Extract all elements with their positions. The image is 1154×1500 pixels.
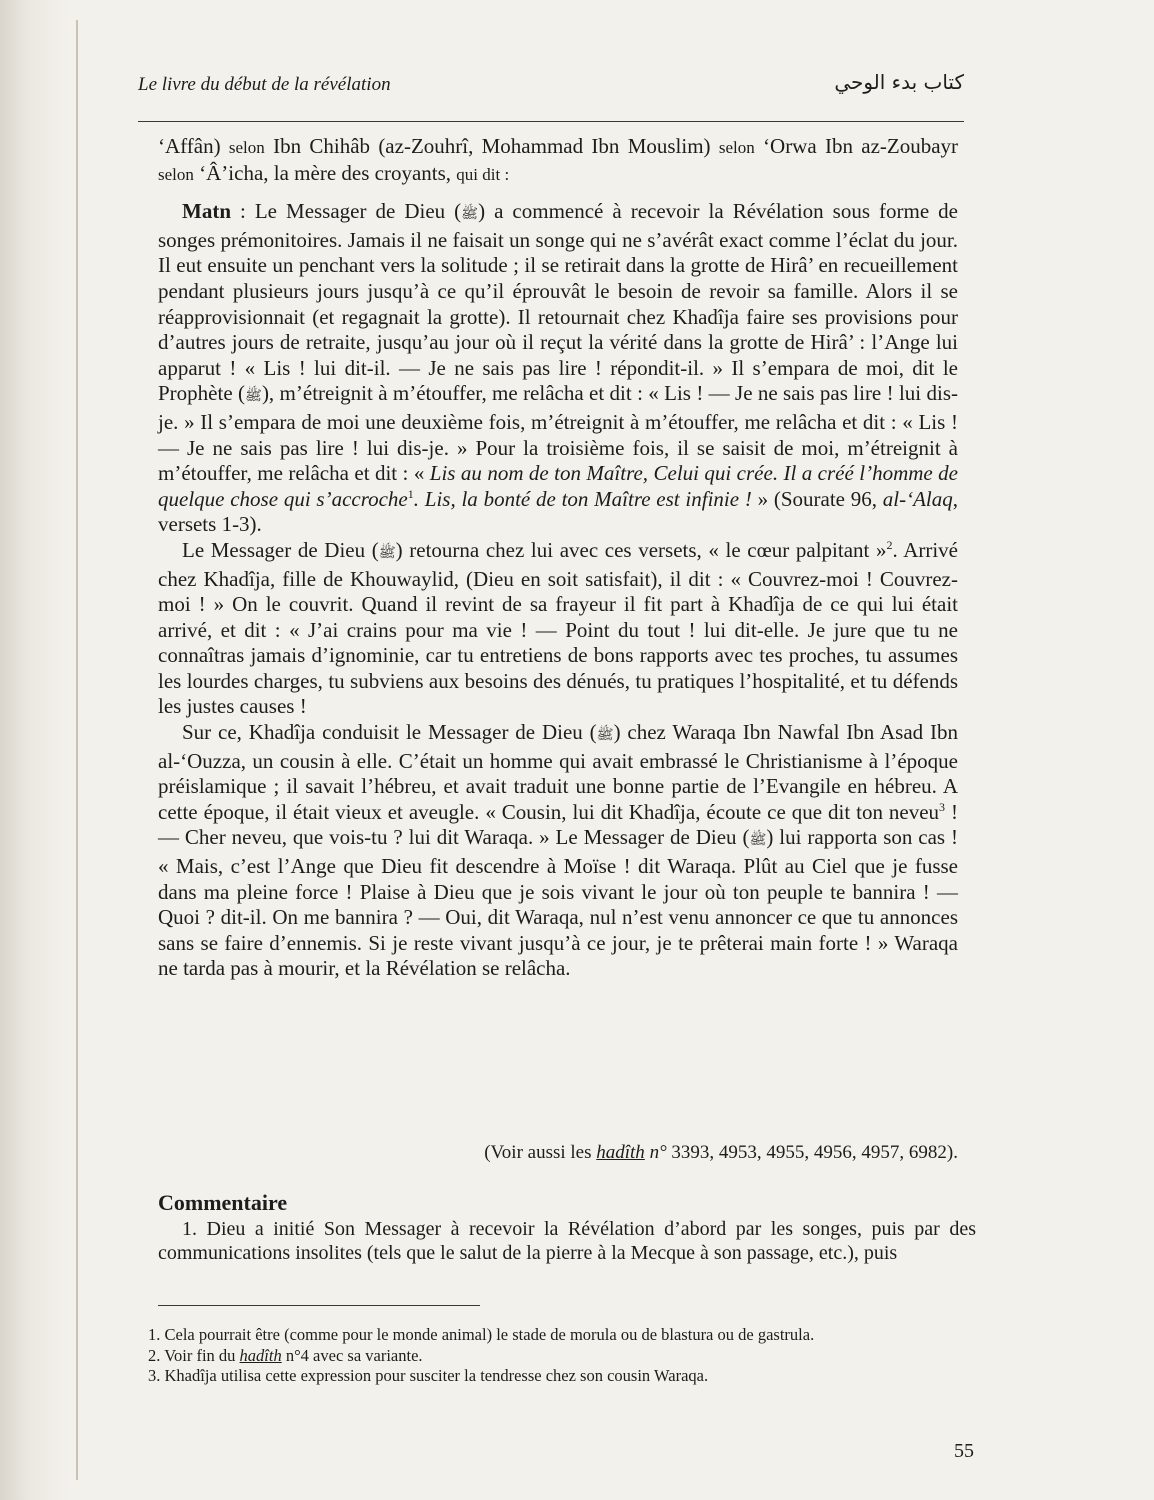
isnad-paragraph [158,134,958,187]
salutation-symbol: ﷺ [378,544,396,561]
book-spine [76,20,78,1480]
number-word: n° [644,1142,667,1163]
matn-text: ) a commencé à recevoir la Révélation sous forme de songes prémonitoires. Jamais il ne faisait un songe qui ne s’avérât exact comme l’éclat du jour. Il eut ensuite un penchant vers la solitude ; il se retirait dans la grotte de Hirâ’ en recueillement pendant plusieurs jours jusqu’à ce qu’il éprouvât le besoin de revoir sa famille. Alors il se réapprovisionnait (et regagnait la grotte). Il retournait chez Khadîja faire ses provisions pour d’autres jours de retraite, jusqu’au jour où il reçut la vérité dans la grotte de Hirâ’ : l’Ange lui apparut ! « Lis ! lui dit-il. — Je ne sais pas lire ! répondit-il. » Il s’empara de moi, dit le Prophète ( [158,199,959,406]
footnote-text: n°4 avec sa variante. [281,1345,423,1365]
hadith-word: hadîth [596,1142,645,1163]
para-text: ) lui rapporta son cas ! « Mais, c’est l’Ange que Dieu fit descendre à Moïse ! dit Waraqa. Plût au Ciel que je fusse dans ma pleine force ! Plaise à Dieu que je sois vivant le jour où ton peuple te bannira ! — Quoi ? dit-il. On me bannira ? — Oui, dit Waraqa, nul n’est venu annoncer ce que tu annonces sans se faire d’ennemis. Si je reste vivant jusqu’à ce jour, je te prêterai main forte ! » Waraqa ne tarda pas à mourir, et la Révélation se relâcha. [158,825,958,981]
qui-dit: qui dit : [456,164,510,184]
footnote-ref: 2 [886,537,893,552]
footnotes [148,1325,978,1387]
paragraph-2 [158,538,958,720]
footnote-ref: 1 [407,486,414,501]
commentary-body: Dieu a initié Son Messager à recevoir la Révélation d’abord par les songes, puis par des communications insolites (tels que le salut de la pierre à la Mecque à son passage, etc.), puis [158,1218,976,1264]
commentary-title: Commentaire [158,1190,288,1215]
salutation-symbol: ﷺ [749,832,767,849]
commentary-text [158,1217,976,1265]
commentary-paragraph [158,1217,976,1265]
footnote-ref: 3 [939,799,946,814]
isnad-part: ‘Â’icha, la mère des croyants, [199,160,452,185]
commentary-number: 1. [182,1218,197,1240]
footnote-3 [148,1366,978,1387]
para-text: ) retourna chez lui avec ces versets, « le cœur palpitant » [395,537,887,562]
main-text [158,134,958,982]
selon-word: selon [158,164,194,184]
matn-text: : Le Messager de Dieu ( [231,199,462,224]
matn-text: , versets 1-3). [158,486,959,537]
page-edge-shadow [0,0,70,1500]
quran-quote: Lis au nom de ton Maître, Celui qui crée. Il a créé l’homme de quelque chose qui s’accroche [158,461,958,511]
matn-text: ), m’étreignit à m’étouffer, me relâcha et dit : « Lis ! — Je ne sais pas lire ! lui dis-je. » Il s’empara de moi une deuxième fois, m’étreignit à m’étouffer, me relâcha et dit : « Lis ! — Je ne sais pas lire ! lui dis-je. » Pour la troisième fois, il se saisit de moi, m’étreignit à m’étouffer, me relâcha et dit : « [158,381,958,486]
page-number: 55 [954,1440,974,1462]
ref-text: (Voir aussi les [484,1142,597,1163]
header-title-fr: Le livre du début de la révélation [138,74,391,95]
para-text: Le Messager de Dieu ( [182,537,379,562]
sourate-name: al-‘Alaq [882,486,953,511]
isnad-part: ‘Affân) [158,134,221,158]
para-text: . Arrivé chez Khadîja, fille de Khouwaylid, (Dieu en soit satisfait), il dit : « Couvrez-moi ! Couvrez-moi ! » On le couvrit. Quand il revint de sa frayeur il fit part à Khadîja de ce qui lui était arrivé, et dit : « J’ai crains pour ma vie ! — Point du tout ! lui dit-elle. Je jure que tu ne connaîtras jamais d’ignominie, car tu entretiens de bons rapports avec tes proches, tu assumes les lourdes charges, tu subviens aux besoins des dénués, tu pratiques l’hospitalité, et tu défends les justes causes ! [158,537,958,719]
footnote-rule [158,1305,480,1306]
selon-word: selon [718,138,755,157]
header-rule [138,121,964,122]
isnad-part: ‘Orwa Ibn az-Zoubayr [763,134,959,158]
footnote-number: 2. [148,1345,161,1365]
isnad-part: Ibn Chihâb (az-Zouhrî, Mohammad Ibn Mouslim) [273,134,711,158]
matn-paragraph [158,199,958,538]
para-text: ! — Cher neveu, que vois-tu ? lui dit Waraqa. » Le Messager de Dieu ( [158,799,958,850]
footnote-text: Cela pourrait être (comme pour le monde animal) le stade de morula ou de blastura ou de gastrula. [160,1325,815,1344]
footnote-number: 3. [148,1366,161,1385]
footnote-text: Voir fin du [160,1345,240,1365]
hadith-references [158,1142,958,1164]
footnote-text: Khadîja utilisa cette expression pour susciter la tendresse chez son cousin Waraqa. [160,1366,709,1385]
salutation-symbol: ﷺ [596,727,614,744]
quran-quote: . Lis, la bonté de ton Maître est infinie ! [413,486,752,511]
para-text: ) chez Waraqa Ibn Nawfal Ibn Asad Ibn al-‘Ouzza, un cousin à elle. C’était un homme qui avait embrassé le Christianisme à l’époque préislamique ; il savait l’hébreu, et avait traduit une bonne partie de l’Evangile en hébreu. A cette époque, il était vieux et aveugle. « Cousin, lui dit Khadîja, écoute ce que dit ton neveu [158,720,958,824]
footnote-1 [148,1325,978,1346]
hadith-word: hadîth [239,1345,282,1365]
ref-numbers: 3393, 4953, 4955, 4956, 4957, 6982). [666,1142,958,1163]
running-header [138,68,964,108]
paragraph-3 [158,720,958,982]
matn-label: Matn [182,199,231,224]
footnote-2 [148,1346,978,1367]
salutation-symbol: ﷺ [245,388,262,405]
header-title-ar: كتاب بدء الوحي [834,70,964,94]
footnote-number: 1. [148,1325,161,1344]
salutation-symbol: ﷺ [461,206,479,223]
matn-text: » (Sourate 96, [751,486,883,511]
para-text: Sur ce, Khadîja conduisit le Messager de Dieu ( [182,720,597,745]
selon-word: selon [228,138,265,157]
